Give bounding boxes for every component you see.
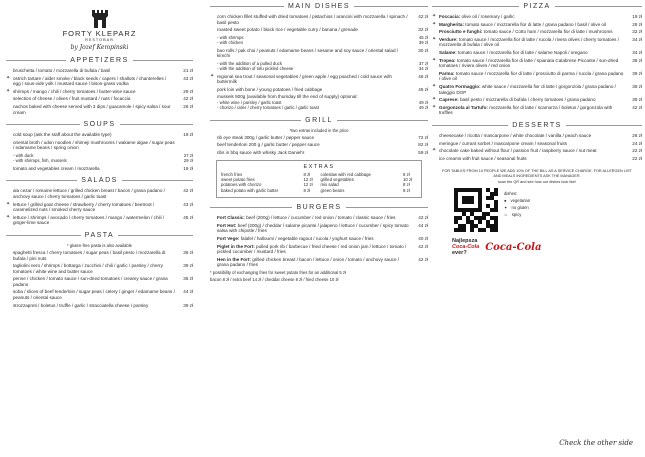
extra-name: french fries — [221, 171, 243, 177]
list-item: Prosciutto e funghi: tomato sauce / Cotto ham / mozzarella fior di latte / mushrooms 32 zł — [439, 29, 642, 35]
soups-list — [6, 132, 193, 171]
cola-question: Najlepsza Coca-Cola ever? — [452, 238, 480, 257]
list-item: strozzapreti / boletus / truffle / garlic / stracciatella cheese / parsley 39 zł — [13, 302, 193, 308]
list-item: Fort Hot: beef (200g) / cheddar / salame picante / jalapeno / lettuce / cucumber / spicy tomato salsa with chipotle / fries 44 zł — [217, 222, 428, 234]
main-dishes-heading: MAIN DISHES — [210, 3, 428, 10]
gluten-free-icon: ✦ — [6, 74, 11, 81]
pizza-list — [432, 14, 642, 116]
list-item: rib eye steak 300g / garlic butter / pepper sauce 72 zł — [217, 134, 428, 140]
middle-column — [210, 0, 428, 284]
gluten-free-icon: ✦ — [432, 96, 437, 103]
extra-name: potatoes with chorizo — [221, 182, 262, 188]
list-item: ✦ chocolate cake baked without flour / passion fruit / raspberry sauce / nut meat 22 zł — [432, 147, 642, 154]
pasta-list — [6, 250, 193, 308]
list-item: bruschetta / tomato / mozzarella di bufala / basil 21 zł — [13, 68, 193, 73]
salads-list — [6, 188, 193, 226]
extra-price: 8 zł — [403, 182, 410, 188]
extra-name: sweet potato fries — [221, 176, 255, 182]
gluten-free-icon: ✦ — [432, 13, 437, 19]
extra-price: 10 zł — [403, 176, 413, 182]
list-subitem: - with shrimps, fish, mussels 29 zł — [13, 158, 193, 164]
list-item: ✦ lettuce / grilled goat cheese / strawberry / cherry tomatoes / beetroot / caramelized nuts / smoked cherry sauce 43 zł — [6, 200, 193, 213]
list-item: Salame: tomato sauce / mozzarella fior di latte / salame Napoli / oregano 34 zł — [439, 49, 642, 55]
list-item: ice creams with fruit sauce / seasonal fruits 22 zł — [439, 155, 642, 161]
extra-price: 12 zł — [303, 182, 313, 188]
castle-icon — [89, 8, 111, 28]
list-item: Hen in the Fort: grilled chicken breast / bacon / lettuce / onion / tomato / anchovy sauce / grana padano / fries 42 zł — [217, 256, 428, 268]
gluten-free-icon: ✦ — [6, 87, 11, 94]
extras-heading: EXTRAS — [303, 163, 335, 170]
legend-no-gluten: ✦ no gluten — [504, 205, 529, 211]
extras-box — [216, 160, 422, 199]
legend-vegetarian: ● vegetarian — [504, 198, 531, 204]
gluten-free-icon: ✦ — [432, 56, 437, 63]
extra-price: 8 zł — [303, 187, 311, 193]
list-item: Fort Classic: beef (200g) / lettuce / cucumber / red onion / tomato / classic sauce / fries 42 zł — [217, 215, 428, 221]
restaurant-logo — [6, 8, 193, 51]
list-item: ribs in bbq sauce with whisky Jack Daniel's 59 zł — [217, 149, 428, 155]
soups-heading: SOUPS — [6, 121, 193, 128]
leaf-icon: ● — [504, 198, 507, 204]
list-item: pork loin with bone / young potatoes / fried cabbage 45 zł — [217, 86, 428, 92]
desserts-heading: DESSERTS — [432, 122, 642, 129]
burgers-heading: BURGERS — [210, 204, 428, 211]
pasta-heading: PASTA — [6, 232, 193, 239]
list-subitem: - with chicken 39 zł — [217, 40, 428, 46]
list-item: soba / slices of beef tenderloin / sugar peas / celery / ginger / edamame beans / peanuts / oriental sauce 44 zł — [13, 289, 193, 301]
extra-name: grilled vegetables — [320, 176, 354, 182]
qr-area — [432, 188, 642, 232]
list-item: ✦ Caprese: basil pesto / mozzarella di bufala / cherry tomatoes / grana padano 39 zł — [432, 96, 642, 103]
list-item: ✦ regional sea trout / seasonal vegetables / green apple / egg poached / cold sauce with buttermilk 46 zł — [210, 72, 428, 85]
list-item: beef tenderloin 200 g / garlic butter / pepper sauce 82 zł — [217, 142, 428, 148]
service-charge-note: FOR TABLES FROM 10 PEOPLE WE ADD 10% OF THE BILL AS A SERVICE CHARGE. FOR ALLERGEN LIST AND MEALS INGREDIENTS ASK THE MANAGER. — [442, 169, 632, 178]
pasta-note: * gluten-free pasta is also available — [67, 242, 132, 248]
list-item: tomato and vegetables cream / mozzarella 19 zł — [13, 165, 193, 171]
burgers-list — [210, 215, 428, 268]
extra-name: baked potato with garlic butter — [221, 187, 279, 193]
list-item: ✦ Verdure: tomato sauce / mozzarella fior di latte / rucola / rivera olives / cherry tomatoes / mozzarella di bufala / olive oil 34 zł — [432, 35, 642, 48]
list-item: ✦ Gorgonzola al Tartufo: mozzarella fior di latte / scamorza / boletus / gorgonzola with truffles 42 zł — [432, 103, 642, 116]
extra-name: mix salad — [320, 182, 339, 188]
list-item: Fort Vege: falafel / halloumi / vegetable ragout / rucola / yoghurt sauce / fries 40 zł — [217, 235, 428, 241]
list-subitem: - with the addition of tofu pickled cheese 34 zł — [217, 66, 428, 72]
list-item: ✦ shrimps / mango / chili / cherry tomatoes / butter-wine sauce 29 zł — [6, 87, 193, 94]
list-subitem: - chorizo / cider / cherry tomatoes / garlic / garlic toast 49 zł — [217, 105, 428, 111]
legend-spicy: ♨ spicy — [504, 212, 522, 218]
list-item: ✦ Quatro Formaggio: white sauce / mozzarella fior di latte / gorgonzola / grana padano / taleggio DOP 38 zł — [432, 82, 642, 95]
wheat-icon: ✦ — [504, 205, 508, 211]
list-subitem: - with duck 27 zł — [13, 152, 193, 158]
gluten-free-icon: ✦ — [432, 20, 437, 27]
list-item: ala cezar / romaine lettuce / grilled chicken breast / bacon / grana padano / anchovy sauce / cherry tomatoes / garlic toast 42 zł — [13, 188, 193, 199]
restaurant-name: FORTY KLEPARZ — [62, 29, 137, 38]
check-other-side-note: Check the other side — [559, 439, 633, 447]
extra-price: 8 zł — [303, 171, 311, 177]
right-column — [432, 0, 642, 256]
list-subitem: - white wine / parsley / garlic toast 49 zł — [217, 99, 428, 105]
list-item: ✦ ostrich tartare / alder smoke / black seeds / capers / shallots / chanterelles / egg / sous-vide yolk / mustard sauce / bison-grass vodka 43 zł — [6, 74, 193, 87]
qr-code[interactable] — [454, 188, 498, 232]
grill-note: *two extras included in the price — [289, 127, 349, 133]
list-item: penne / chicken / tomato sauce / sun-dried tomatoes / creamy sauce / grana padano 35 zł — [13, 276, 193, 287]
gluten-free-icon: ✦ — [432, 35, 437, 42]
gluten-free-icon: ✦ — [6, 200, 11, 207]
list-subitem: - with shrimps 45 zł — [217, 34, 428, 40]
grill-list — [210, 135, 428, 156]
extra-name: green beans — [320, 187, 345, 193]
gluten-free-icon: ✦ — [6, 213, 11, 220]
qr-caption: scan the QR and see how our dishes look like! — [497, 180, 577, 185]
list-item: Piglet in the Fort: pulled pork rib / barbecue / fried cheese / red onion jam / lettuce / tomato / pickled cucumber / mustard / fries 42 zł — [217, 243, 428, 255]
list-item: corn chicken fillet stuffed with dried tomatoes / pistachios / arancini with mozzarella / spinach / basil pesto 42 zł — [217, 14, 428, 25]
extra-price: 8 zł — [403, 171, 410, 177]
restaurant-subtitle: RESTOBAR — [85, 38, 114, 42]
extra-price: 8 zł — [403, 187, 410, 193]
coca-cola-ad — [432, 238, 642, 256]
grill-heading: GRILL — [210, 117, 428, 124]
list-item: Parma: tomato sauce / mozzarella fior di latte / prosciutto di parma / rucola / grana padano / olive oil 39 zł — [439, 70, 642, 82]
list-subitem: - with the addition of a pulled duck 37 zł — [217, 60, 428, 66]
list-item: nachos baked with cheese served with 3 dips / guacamole / spicy salsa / sour cream 26 zł — [13, 103, 193, 115]
burgers-extras-note: bacon 8 zł / extra beef 14 zł / cheddar cheese 8 zł / fried cheese 10 zł — [210, 276, 339, 282]
list-item: oriental broth / udon noodles / shimeji mushrooms / wakame algae / sugar peas / edamame beans / spring onion — [13, 139, 175, 151]
list-item: cold soup (ask the staff about the available type) 19 zł — [13, 132, 193, 138]
extra-name: coleslaw with red cabbage — [320, 171, 371, 177]
legend-title: dishes: — [504, 191, 518, 197]
list-item: spaghetti fresca / cherry tomatoes / sugar peas / basil pesto / mozzarella di bufala / pini nuts 36 zł — [13, 249, 193, 261]
burgers-note: * possibility of exchanging fries for sweet potato fries for an additional 5 zł — [210, 269, 346, 275]
list-item: ✦ Margherita: tomato sauce / mozzarella fior di latte / grana padano / basil / olive oil 28 zł — [432, 20, 642, 27]
desserts-list — [432, 133, 642, 161]
gluten-free-icon: ✦ — [432, 147, 437, 154]
extras-grid — [221, 172, 417, 194]
appetizers-heading: APPETIZERS — [6, 57, 193, 64]
list-item: ✦ Tropea: tomato sauce / mozzarella fior di latte / spianata Calabrese Piccante / sun-dried tomatoes / riviera olives / red onion 38 zł — [432, 56, 642, 69]
list-item: bao rolls / pak choi / peanuts / edamame beans / sesame and soy sauce / oriental salad / kimchi 30 zł — [217, 47, 428, 59]
extra-price: 12 zł — [303, 176, 313, 182]
chili-icon: ♨ — [504, 212, 508, 218]
list-item: roasted sweet potato / black rice / vegetable curry / banana / grenade 32 zł — [217, 27, 428, 33]
left-column — [6, 0, 193, 310]
diet-legend — [504, 188, 530, 232]
salads-heading: SALADS — [6, 177, 193, 184]
gluten-free-icon: ✦ — [432, 82, 437, 89]
list-item: ✦ lettuce / shrimps / avocado / cherry tomatoes / mango / watermelon / chili / ginger-lime sauce 45 zł — [6, 213, 193, 226]
pizza-heading: PIZZA — [432, 3, 642, 10]
gluten-free-icon: ✦ — [432, 103, 437, 110]
main-dishes-list — [210, 14, 428, 111]
appetizers-list — [6, 68, 193, 115]
chef-signature: by Jozef Kempinski — [70, 44, 129, 51]
coca-cola-logo: Coca-Cola — [485, 241, 542, 253]
list-item: ✦ Foccacia: olive oil / rosemary / garlic 19 zł — [432, 13, 642, 19]
list-item: mussels 500g (available from thursday till the end of supply) optional: — [217, 94, 358, 100]
list-item: cheesecake / ricotta / mascarpone / white chocolate / vanilla / peach sauce 26 zł — [439, 132, 642, 138]
list-item: meringue / currant sorbet / mascarpone cream / seasonal fruits 24 zł — [439, 140, 642, 146]
list-item: tagliolini nero / shrimps / bottarga / zucchini / chili / garlic / parsley / cherry tomatoes / white wine and butter sauce 39 zł — [13, 263, 193, 274]
list-item: selection of cheese / olives / fruit mustard / nuts / focaccia 42 zł — [13, 96, 193, 102]
